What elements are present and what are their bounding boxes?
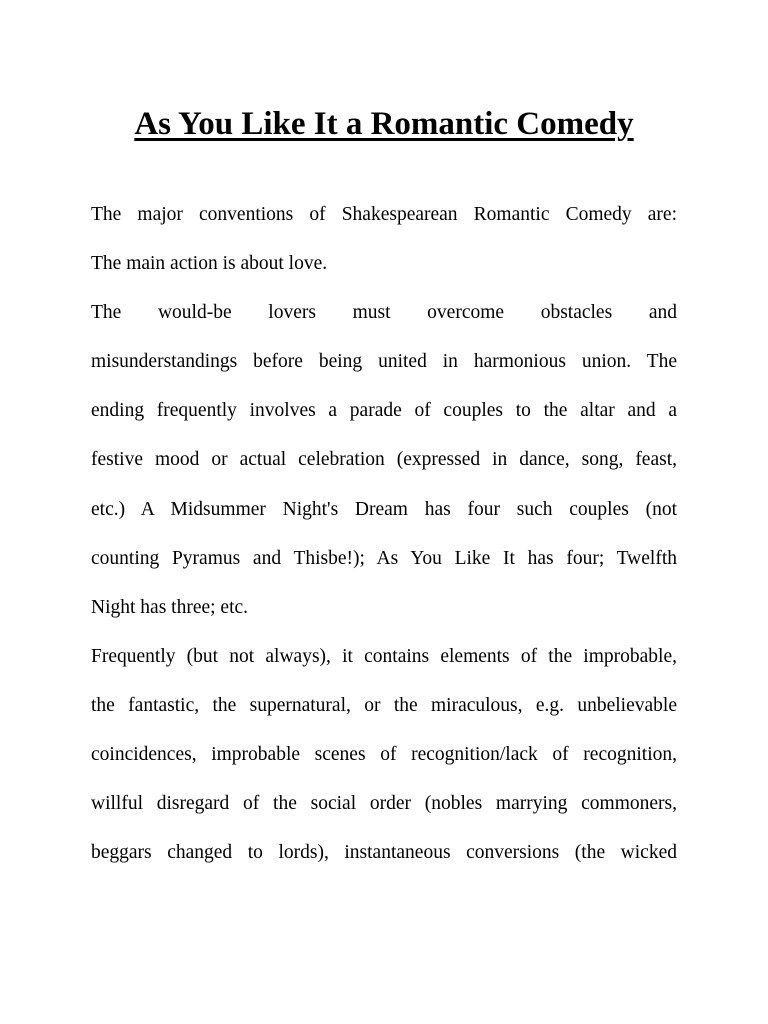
body-line: coincidences, improbable scenes of recognition/lack of recognition, xyxy=(91,744,677,766)
body-line: The major conventions of Shakespearean Romantic Comedy are: xyxy=(91,204,677,225)
body-line: festive mood or actual celebration (expressed in dance, song, feast, xyxy=(91,449,677,471)
document-body xyxy=(91,190,677,877)
body-line: Night has three; etc. xyxy=(91,596,249,618)
body-line: ending frequently involves a parade of couples to the altar and a xyxy=(91,400,677,422)
body-line: The would-be lovers must overcome obstacles and xyxy=(91,302,677,324)
body-line: counting Pyramus and Thisbe!); As You Like It has four; Twelfth xyxy=(91,547,677,569)
body-line: the fantastic, the supernatural, or the miraculous, e.g. unbelievable xyxy=(91,694,677,716)
document-title: As You Like It a Romantic Comedy xyxy=(134,106,634,142)
body-line: willful disregard of the social order (nobles marrying commoners, xyxy=(91,793,677,815)
body-line: Frequently (but not always), it contains elements of the improbable, xyxy=(91,645,677,667)
body-line: The main action is about love. xyxy=(91,253,328,275)
body-line: beggars changed to lords), instantaneous conversions (the wicked xyxy=(91,842,677,864)
body-line: misunderstandings before being united in harmonious union. The xyxy=(91,351,677,373)
body-line: etc.) A Midsummer Night's Dream has four such couples (not xyxy=(91,498,677,520)
